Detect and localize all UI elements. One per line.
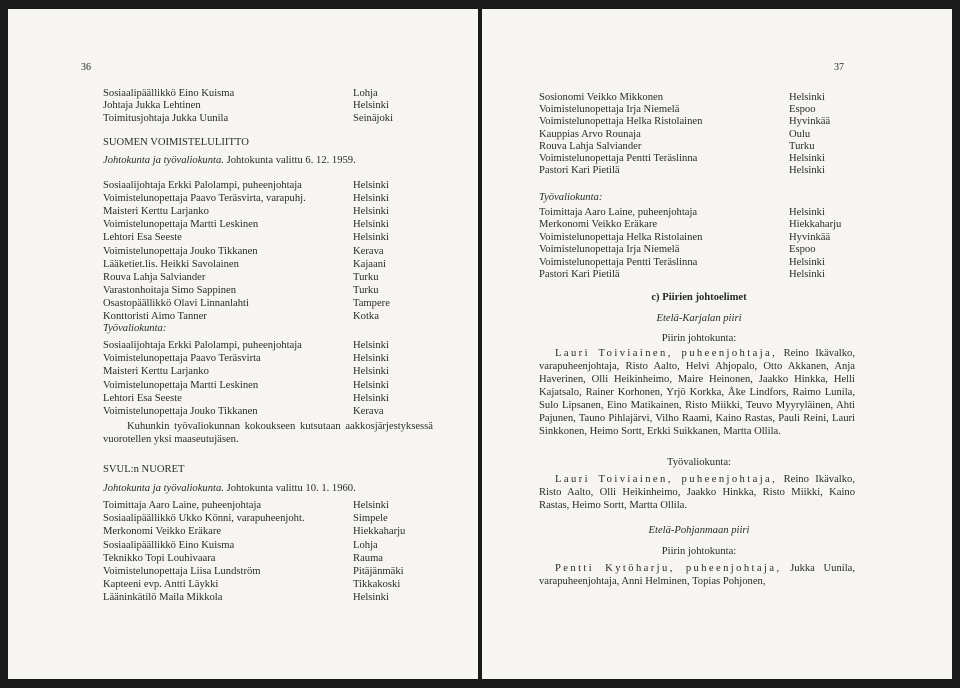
member-name: Toimitusjohtaja Jukka Uunila <box>103 112 229 124</box>
member-name: Sosiaalipäällikkö Ukko Könni, varapuheenjoht. <box>103 513 305 525</box>
member-place: Simpele <box>353 513 388 525</box>
member-place: Helsinki <box>353 180 389 191</box>
member-name: Lääninkätilö Maila Mikkola <box>103 592 223 604</box>
right-page <box>482 9 952 679</box>
member-name: Kapteeni evp. Antti Läykki <box>103 579 219 591</box>
member-place: Tikkakoski <box>353 579 401 591</box>
member-name: Osastopäällikkö Olavi Linnanlahti <box>103 297 249 309</box>
board-label: Piirin johtokunta: <box>661 546 737 557</box>
member-name: Sosiaalipäällikkö Eino Kuisma <box>103 539 235 551</box>
member-place: Espoo <box>789 104 816 116</box>
member-name: Konttoristi Aimo Tanner <box>103 311 207 322</box>
member-place: Hyvinkää <box>789 231 831 243</box>
member-place: Helsinki <box>353 500 389 511</box>
committee-label: Työvaliokunta: <box>667 457 731 468</box>
member-place: Lohja <box>353 88 378 99</box>
member-name: Toimittaja Aaro Laine, puheenjohtaja <box>539 207 698 218</box>
member-place: Helsinki <box>353 206 389 218</box>
member-place: Helsinki <box>353 340 389 351</box>
member-place: Hyvinkää <box>789 116 831 128</box>
org-title: SUOMEN VOIMISTELULIITTO <box>103 137 249 148</box>
member-name: Voimistelunopettaja Pentti Teräslinna <box>539 153 698 164</box>
member-place: Helsinki <box>789 92 825 103</box>
member-place: Espoo <box>789 244 816 256</box>
member-name: Voimistelunopettaja Helka Ristolainen <box>539 231 703 243</box>
member-place: Helsinki <box>789 269 825 280</box>
board-label: Piirin johtokunta: <box>661 333 737 344</box>
member-name: Pastori Kari Pietilä <box>539 269 620 280</box>
committee-paragraph: Lauri Toiviainen, puheenjohtaja, Reino Ikävalko, Risto Aalto, Olli Heikinheimo, Jaakko Hinkka, Risto Miikki, Kaino Rastas, Heimo Sortt, Martta Ollila. <box>539 474 855 511</box>
member-place: Helsinki <box>789 153 825 164</box>
member-place: Helsinki <box>789 207 825 218</box>
member-place: Kotka <box>353 311 379 322</box>
member-name: Voimistelunopettaja Paavo Teräsvirta <box>103 353 261 365</box>
page-number: 37 <box>834 62 844 73</box>
member-place: Helsinki <box>353 392 389 404</box>
member-place: Helsinki <box>353 100 389 112</box>
member-place: Helsinki <box>353 366 389 378</box>
member-place: Turku <box>353 271 379 283</box>
member-place: Turku <box>353 284 379 296</box>
member-name: Voimistelunopettaja Pentti Teräslinna <box>539 256 698 268</box>
district-heading: Etelä-Pohjanmaan piiri <box>648 525 750 536</box>
member-place: Helsinki <box>353 232 389 244</box>
org-title: SVUL:n NUORET <box>103 464 185 475</box>
member-place: Seinäjoki <box>353 112 394 124</box>
member-name: Toimittaja Aaro Laine, puheenjohtaja <box>103 500 262 511</box>
member-name: Pastori Kari Pietilä <box>539 165 620 177</box>
member-name: Voimistelunopettaja Jouko Tikkanen <box>103 245 258 257</box>
note-paragraph: Kuhunkin työvaliokunnan kokoukseen kutsutaan aakkosjärjestyksessä vuorotellen yksi maaseutujäsen. <box>103 421 433 445</box>
member-place: Helsinki <box>789 256 825 268</box>
member-name: Voimistelunopettaja Helka Ristolainen <box>539 116 703 128</box>
member-place: Kerava <box>353 406 384 417</box>
member-name: Johtaja Jukka Lehtinen <box>103 100 201 112</box>
member-place: Helsinki <box>353 592 389 604</box>
member-place: Hiekkaharju <box>353 526 406 538</box>
member-place: Tampere <box>353 297 390 309</box>
member-name: Voimistelunopettaja Irja Niemelä <box>539 244 680 256</box>
section-heading: c) Piirien johtoelimet <box>651 292 747 303</box>
board-paragraph: Pentti Kytöharju, puheenjohtaja, Jukka Uunila, varapuheenjohtaja, Anni Helminen, Topias Pohjonen, <box>539 563 855 587</box>
page-number: 36 <box>81 62 91 73</box>
member-place: Hiekkaharju <box>789 219 842 231</box>
member-name: Maisteri Kerttu Larjanko <box>103 206 209 218</box>
member-name: Lehtori Esa Seeste <box>103 392 182 404</box>
board-paragraph: Lauri Toiviainen, puheenjohtaja, Reino Ikävalko, varapuheenjohtaja, Risto Aalto, Helvi Ahjopalo, Otto Akkanen, Anja Haverinen, Olli Heikinheimo, Maire Heinonen, Jaakko Hinkka, Helli Kajatsalo, Rainer Korhonen, Yrjö Korkka, Åke Lindfors, Raimo Lunila, Sulo Lipsanen, Eino Matikainen, Risto Miikki, Teuvo Myyryläinen, Ahti Pajunen, Tauno Pihlajärvi, Vilho Raami, Kaino Rastas, Pauli Reini, Lauri Sinkkonen, Heimo Sortt, Erkki Suikkanen, Martta Ollila. <box>539 348 855 437</box>
left-page <box>8 9 478 679</box>
member-name: Sosiaalipäällikkö Eino Kuisma <box>103 88 235 99</box>
member-name: Voimistelunopettaja Jouko Tikkanen <box>103 406 258 417</box>
member-place: Helsinki <box>353 353 389 365</box>
member-name: Rouva Lahja Salviander <box>103 271 206 283</box>
board-heading: Johtokunta ja työvaliokunta. Johtokunta valittu 10. 1. 1960. <box>103 483 356 494</box>
member-name: Sosiaalijohtaja Erkki Palolampi, puheenjohtaja <box>103 340 302 351</box>
member-place: Lohja <box>353 539 378 551</box>
member-place: Helsinki <box>353 219 389 231</box>
member-name: Voimistelunopettaja Martti Leskinen <box>103 379 259 391</box>
member-name: Lääketiet.lis. Heikki Savolainen <box>103 258 239 270</box>
member-name: Merkonomi Veikko Eräkare <box>539 219 658 231</box>
member-name: Kauppias Arvo Rounaja <box>539 128 641 140</box>
member-place: Helsinki <box>353 379 389 391</box>
member-name: Teknikko Topi Louhivaara <box>103 552 216 564</box>
member-name: Voimistelunopettaja Martti Leskinen <box>103 219 259 231</box>
member-place: Rauma <box>353 552 384 564</box>
member-name: Voimistelunopettaja Paavo Teräsvirta, varapuhj. <box>103 193 306 205</box>
member-name: Voimistelunopettaja Irja Niemelä <box>539 104 680 116</box>
committee-label: Työvaliokunta: <box>539 192 603 203</box>
member-name: Rouva Lahja Salviander <box>539 140 642 152</box>
member-name: Lehtori Esa Seeste <box>103 232 182 244</box>
member-place: Oulu <box>789 128 811 140</box>
member-place: Helsinki <box>789 165 825 177</box>
member-name: Maisteri Kerttu Larjanko <box>103 366 209 378</box>
member-name: Voimistelunopettaja Liisa Lundström <box>103 566 261 577</box>
member-place: Kajaani <box>353 258 386 270</box>
district-heading: Etelä-Karjalan piiri <box>656 313 742 324</box>
member-name: Sosionomi Veikko Mikkonen <box>539 92 663 103</box>
member-name: Sosiaalijohtaja Erkki Palolampi, puheenjohtaja <box>103 180 302 191</box>
member-place: Turku <box>789 140 815 152</box>
member-place: Kerava <box>353 245 384 257</box>
committee-label: Työvaliokunta: <box>103 323 167 334</box>
member-place: Helsinki <box>353 193 389 205</box>
board-heading: Johtokunta ja työvaliokunta. Johtokunta valittu 6. 12. 1959. <box>103 155 356 166</box>
member-name: Varastonhoitaja Simo Sappinen <box>103 284 236 296</box>
member-name: Merkonomi Veikko Eräkare <box>103 526 222 538</box>
member-place: Pitäjänmäki <box>353 566 404 577</box>
